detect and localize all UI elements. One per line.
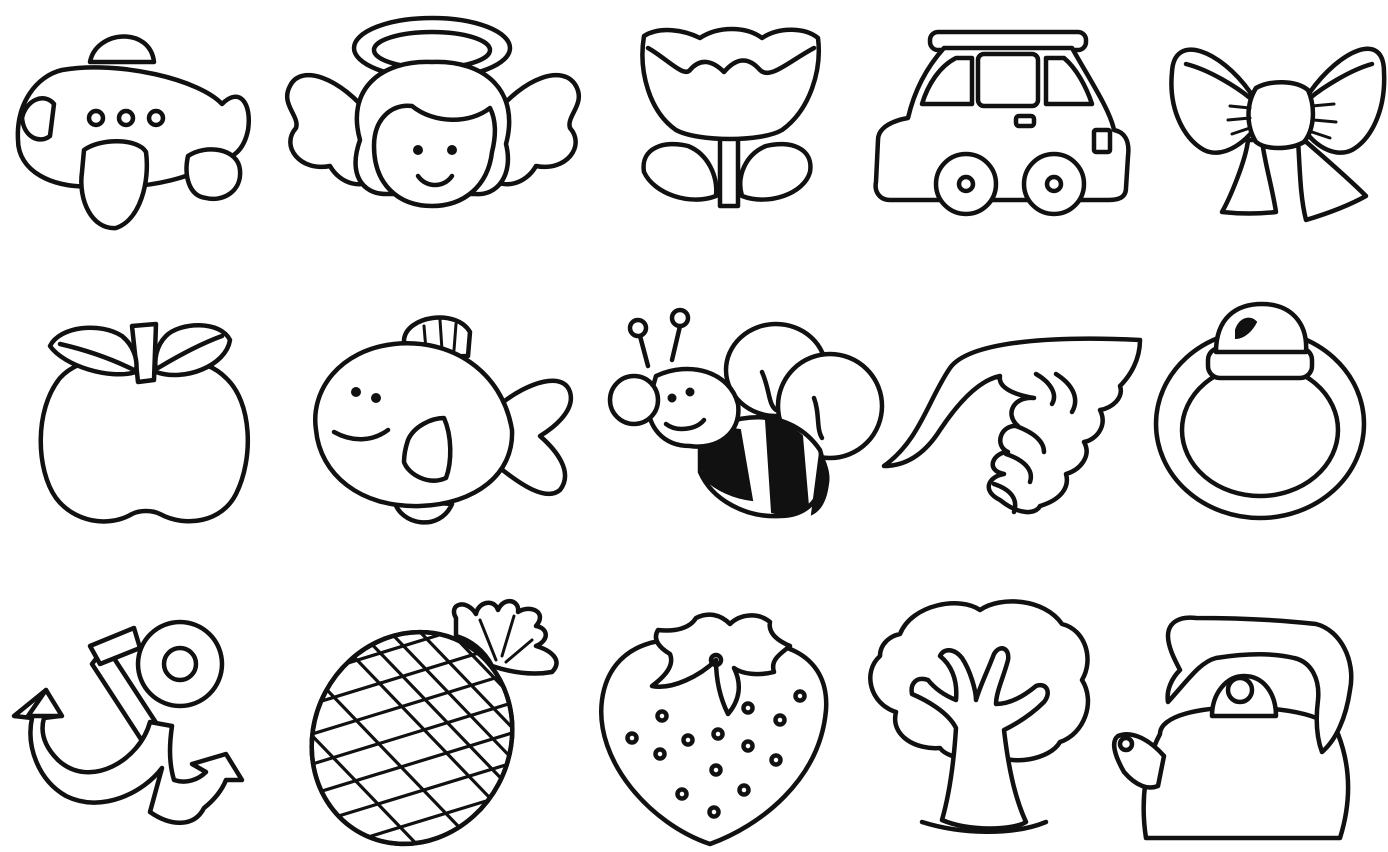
angel-icon [287, 18, 579, 206]
teapot-icon [1114, 618, 1351, 838]
apple-icon [41, 324, 248, 521]
bee-icon [610, 310, 882, 516]
anchor-icon [14, 622, 242, 823]
ring-icon [1156, 304, 1364, 518]
wing-icon [884, 339, 1140, 512]
airplane-icon [18, 36, 249, 228]
fish-icon [315, 318, 571, 523]
strawberry-icon [601, 615, 826, 844]
bow-icon [1171, 49, 1384, 220]
car-icon [876, 32, 1129, 214]
tree-icon [870, 601, 1088, 831]
tulip-icon [642, 29, 818, 206]
